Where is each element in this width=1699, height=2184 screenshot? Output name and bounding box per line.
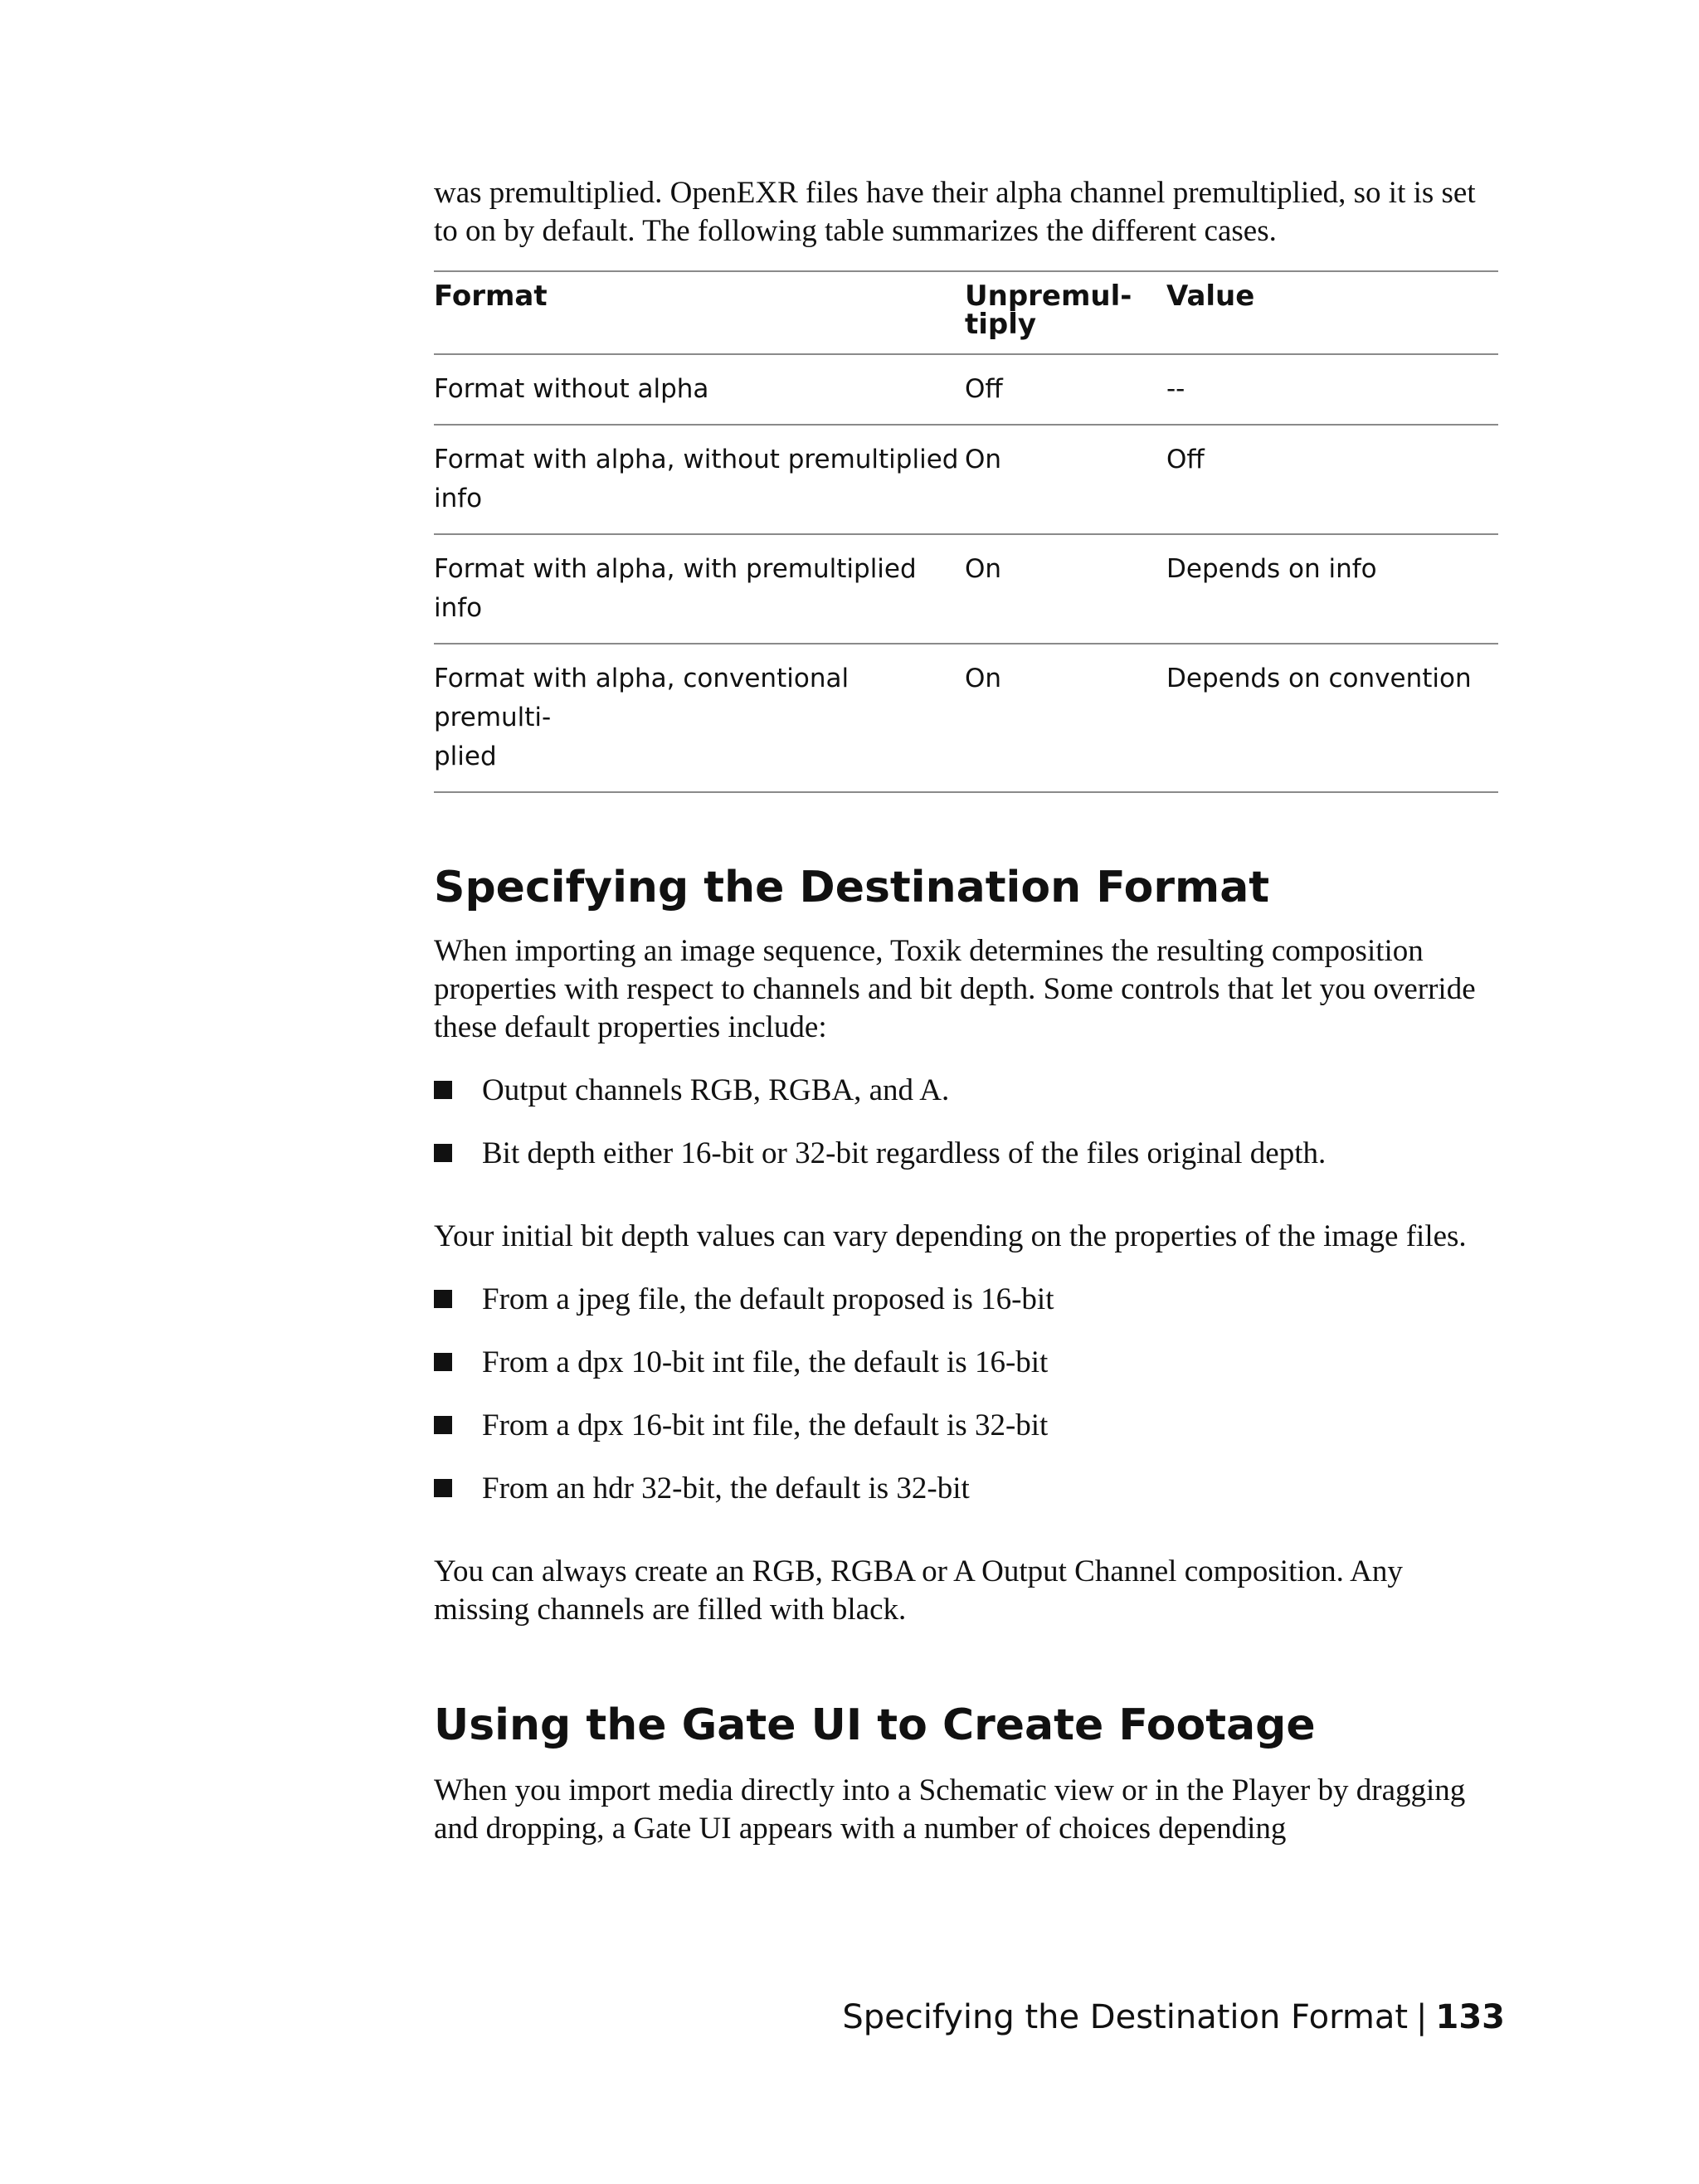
footer-separator: | bbox=[1416, 1998, 1428, 2036]
table-row bbox=[434, 354, 1498, 425]
paragraph-output-channel: You can always create an RGB, RGBA or A Output Channel composition. Any missing channels are filled with black. bbox=[434, 1554, 1403, 1627]
page-content bbox=[434, 174, 1506, 1848]
header-format: Format bbox=[434, 280, 548, 313]
list-item: From a jpeg file, the default proposed is 16-bit bbox=[434, 1281, 1506, 1319]
cell-value: Depends on convention bbox=[1166, 664, 1472, 693]
cell-format: Format with alpha, without premultiplied info bbox=[434, 445, 959, 513]
paragraph-importing: When importing an image sequence, Toxik determines the resulting composition properties with respect to channels and bit depth. Some controls that let you override these default properties include: bbox=[434, 934, 1476, 1044]
cell-value: Depends on info bbox=[1166, 554, 1377, 584]
cell-value: Off bbox=[1166, 445, 1205, 474]
paragraph-bit-depth: Your initial bit depth values can vary depending on the properties of the image files. bbox=[434, 1219, 1467, 1253]
cell-value: -- bbox=[1166, 374, 1185, 404]
bullet-list-defaults bbox=[434, 1281, 1506, 1508]
cell-unpremultiply: On bbox=[965, 664, 1002, 693]
premultiply-table bbox=[434, 270, 1498, 793]
bullet-list-controls bbox=[434, 1072, 1506, 1173]
intro-paragraph: was premultiplied. OpenEXR files have their alpha channel premultiplied, so it is set to on by default. The following table summarizes the different cases. bbox=[434, 176, 1476, 248]
cell-unpremultiply: On bbox=[965, 445, 1002, 474]
table-row bbox=[434, 425, 1498, 534]
paragraph-gate-ui: When you import media directly into a Schematic view or in the Player by dragging and dropping, a Gate UI appears with a number of choices depending bbox=[434, 1773, 1466, 1846]
square-bullet-icon bbox=[434, 1081, 452, 1099]
cell-unpremultiply: On bbox=[965, 554, 1002, 584]
cell-unpremultiply: Off bbox=[965, 374, 1003, 404]
cell-format: Format without alpha bbox=[434, 374, 709, 404]
page-number: 133 bbox=[1435, 1998, 1505, 2036]
list-item: From an hdr 32-bit, the default is 32-bit bbox=[434, 1470, 1506, 1508]
table-header-row bbox=[434, 271, 1498, 354]
square-bullet-icon bbox=[434, 1479, 452, 1497]
header-unpremultiply: Unpremul- tiply bbox=[965, 280, 1132, 341]
list-item: Output channels RGB, RGBA, and A. bbox=[434, 1072, 1506, 1110]
square-bullet-icon bbox=[434, 1416, 452, 1434]
section-heading-gate-ui: Using the Gate UI to Create Footage bbox=[434, 1700, 1316, 1750]
list-item: From a dpx 16-bit int file, the default is 32-bit bbox=[434, 1407, 1506, 1445]
table-row bbox=[434, 644, 1498, 792]
page-footer bbox=[842, 1997, 1505, 2037]
square-bullet-icon bbox=[434, 1144, 452, 1162]
square-bullet-icon bbox=[434, 1353, 452, 1371]
cell-format: Format with alpha, with premultiplied info bbox=[434, 554, 917, 623]
list-item: From a dpx 10-bit int file, the default is 16-bit bbox=[434, 1344, 1506, 1382]
header-value: Value bbox=[1166, 280, 1255, 313]
cell-format: Format with alpha, conventional premulti- plied bbox=[434, 664, 850, 771]
section-heading-destination-format: Specifying the Destination Format bbox=[434, 863, 1270, 912]
square-bullet-icon bbox=[434, 1290, 452, 1308]
table-row bbox=[434, 534, 1498, 644]
list-item: Bit depth either 16-bit or 32-bit regardless of the files original depth. bbox=[434, 1135, 1506, 1173]
footer-section-title: Specifying the Destination Format bbox=[842, 1998, 1409, 2036]
